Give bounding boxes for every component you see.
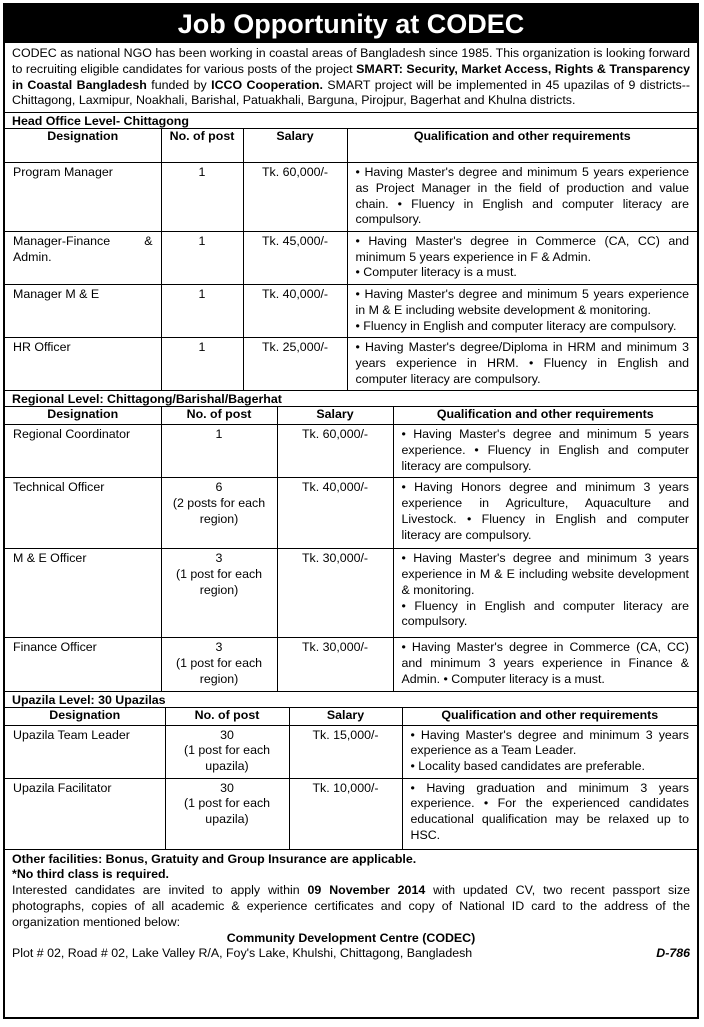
- qualification-cell: [347, 338, 697, 391]
- col-header-posts: No. of post: [161, 407, 277, 425]
- salary-cell: Tk. 40,000/-: [243, 285, 347, 338]
- posts-count: 6: [215, 480, 223, 495]
- salary-cell: Tk. 30,000/-: [277, 549, 393, 638]
- intro-text-1: CODEC as national NGO has been working in coastal areas of Bangladesh since 1985. This organization is looking forward to recruiting eligible candidates for various posts of the project: [12, 46, 690, 76]
- col-header-designation: Designation: [5, 407, 161, 425]
- table-row: [5, 425, 697, 478]
- qualification-cell: [393, 549, 697, 638]
- salary-cell: Tk. 60,000/-: [243, 163, 347, 232]
- posts-cell: [165, 725, 289, 778]
- qualification-line: • Fluency in English and computer literacy are compulsory.: [355, 318, 677, 333]
- qualification-cell: [393, 478, 697, 549]
- job-advertisement: [3, 3, 699, 1019]
- table-row: [5, 549, 697, 638]
- posts-count: 30: [220, 727, 234, 742]
- col-header-salary: Salary: [277, 407, 393, 425]
- qualification-line: • Fluency in English and computer literacy are compulsory.: [401, 598, 689, 629]
- posts-count: 1: [215, 427, 223, 442]
- qualification-cell: [347, 285, 697, 338]
- designation-cell: Technical Officer: [5, 478, 161, 549]
- posts-cell: 1: [161, 232, 243, 285]
- qualification-cell: [393, 425, 697, 478]
- table-row: [5, 725, 697, 778]
- qualification-line: • Having Master's degree/Diploma in HRM and minimum 3 years experience in HRM. • Fluency in English and computer literacy are compulsory.: [355, 340, 689, 386]
- posts-note: (1 post for each region): [175, 567, 263, 597]
- col-header-qualification: Qualification and other requirements: [402, 707, 697, 725]
- col-header-designation: Designation: [5, 129, 161, 163]
- posts-cell: [161, 478, 277, 549]
- application-instructions: [12, 883, 690, 930]
- qualification-cell: [402, 725, 697, 778]
- salary-cell: Tk. 15,000/-: [289, 725, 402, 778]
- designation-cell: HR Officer: [5, 338, 161, 391]
- intro-paragraph: [5, 43, 697, 113]
- qualification-line: • Having Master's degree and minimum 5 years experience as Project Manager in the field of production and value chain. • Fluency in English and computer literacy are compulsory.: [355, 165, 689, 227]
- intro-text-2: funded by: [146, 77, 212, 92]
- posts-cell: [161, 638, 277, 691]
- other-facilities: Other facilities: Bonus, Gratuity and Group Insurance are applicable.: [12, 851, 417, 866]
- organization-name: Community Development Centre (CODEC): [226, 930, 476, 945]
- qualification-cell: [347, 232, 697, 285]
- qualification-cell: [402, 778, 697, 849]
- salary-cell: Tk. 25,000/-: [243, 338, 347, 391]
- col-header-posts: No. of post: [165, 707, 289, 725]
- intro-text-3: SMART project will be implemented in 45 upazilas of 9 districts-- Chittagong, Laxmipur, Noakhali, Barishal, Patuakhali, Barguna, Pirojpur, Bagerhat and Khulna districts.: [12, 77, 691, 108]
- application-deadline: 09 November 2014: [307, 883, 426, 898]
- posts-cell: 1: [161, 163, 243, 232]
- qualification-line: • Locality based candidates are preferable.: [410, 758, 645, 773]
- footer: [5, 850, 697, 963]
- head-office-table: [5, 128, 697, 391]
- table-row: [5, 163, 697, 232]
- qualification-line: • Having graduation and minimum 3 years experience. • For the experienced candidates educational qualification may be relaxed up to HSC.: [410, 780, 689, 842]
- section-heading-upazila: Upazila Level: 30 Upazilas: [12, 692, 166, 707]
- designation-cell: Upazila Facilitator: [5, 778, 165, 849]
- posts-note: (1 post for each upazila): [183, 796, 271, 827]
- apply-text-1: Interested candidates are invited to apply within: [12, 883, 308, 898]
- designation-cell: [5, 232, 161, 285]
- table-row: [5, 232, 697, 285]
- col-header-posts: No. of post: [161, 129, 243, 163]
- table-row: [5, 285, 697, 338]
- qualification-cell: [347, 163, 697, 232]
- qualification-line: • Having Honors degree and minimum 3 years experience in Agriculture, Aquaculture and Livestock. • Fluency in English and computer literacy are compulsory.: [401, 480, 689, 542]
- table-row: [5, 338, 697, 391]
- qualification-line: • Having Master's degree and minimum 5 years experience in M & E including website development & monitoring.: [355, 287, 689, 317]
- table-row: [5, 478, 697, 549]
- qualification-line: • Computer literacy is a must.: [355, 265, 517, 280]
- table-row: [5, 778, 697, 849]
- posts-cell: [161, 549, 277, 638]
- no-third-class-note: *No third class is required.: [12, 867, 169, 882]
- designation-cell: Manager M & E: [5, 285, 161, 338]
- posts-note: (1 post for each region): [175, 656, 263, 686]
- designation-cell: Upazila Team Leader: [5, 725, 165, 778]
- designation-part: &: [144, 234, 153, 248]
- salary-cell: Tk. 60,000/-: [277, 425, 393, 478]
- posts-cell: 1: [161, 285, 243, 338]
- upazila-table: [5, 707, 697, 850]
- designation-cell: Finance Officer: [5, 638, 161, 691]
- posts-note: (1 post for each upazila): [183, 743, 271, 773]
- section-heading-regional: Regional Level: Chittagong/Barishal/Bagerhat: [12, 392, 282, 407]
- page-title: Job Opportunity at CODEC: [5, 5, 697, 43]
- section-heading-head-office: Head Office Level- Chittagong: [12, 114, 189, 129]
- salary-cell: Tk. 45,000/-: [243, 232, 347, 285]
- qualification-line: • Having Master's degree and minimum 3 years experience as a Team Leader.: [410, 727, 689, 758]
- col-header-qualification: Qualification and other requirements: [393, 407, 697, 425]
- col-header-designation: Designation: [5, 707, 165, 725]
- designation-part: Admin.: [13, 249, 52, 264]
- qualification-cell: [393, 638, 697, 691]
- col-header-salary: Salary: [289, 707, 402, 725]
- designation-cell: Regional Coordinator: [5, 425, 161, 478]
- posts-cell: 1: [161, 338, 243, 391]
- project-name: SMART: Security, Market Access, Rights & Transparency in Coastal Bangladesh: [12, 61, 691, 92]
- funder-name: ICCO Cooperation.: [211, 77, 323, 92]
- ad-code: D-786: [656, 946, 690, 961]
- organization-address: Plot # 02, Road # 02, Lake Valley R/A, Foy's Lake, Khulshi, Chittagong, Bangladesh: [12, 946, 473, 961]
- designation-cell: Program Manager: [5, 163, 161, 232]
- salary-cell: Tk. 10,000/-: [289, 778, 402, 849]
- designation-part: Manager-Finance: [13, 234, 111, 248]
- posts-count: 3: [215, 640, 223, 655]
- regional-table: [5, 406, 697, 691]
- col-header-salary: Salary: [243, 129, 347, 163]
- qualification-line: • Having Master's degree in Commerce (CA, CC) and minimum 3 years experience in Finance & Admin. • Computer literacy is a must.: [401, 640, 689, 686]
- posts-count: 3: [215, 551, 223, 566]
- designation-cell: M & E Officer: [5, 549, 161, 638]
- qualification-line: • Having Master's degree in Commerce (CA, CC) and minimum 5 years experience in F & Admin.: [355, 234, 689, 264]
- salary-cell: Tk. 40,000/-: [277, 478, 393, 549]
- address-row: [12, 946, 690, 962]
- apply-text-2: with updated CV, two recent passport size photographs, copies of all academic & experience certificates and copy of National ID card to the address of the organization mentioned below:: [12, 883, 690, 929]
- salary-cell: Tk. 30,000/-: [277, 638, 393, 691]
- posts-cell: [161, 425, 277, 478]
- col-header-qualification: Qualification and other requirements: [347, 129, 697, 163]
- posts-note: (2 posts for each region): [172, 496, 266, 526]
- posts-cell: [165, 778, 289, 849]
- qualification-line: • Having Master's degree and minimum 3 years experience in M & E including website development & monitoring.: [401, 551, 689, 597]
- posts-count: 30: [220, 780, 234, 795]
- qualification-line: • Having Master's degree and minimum 5 years experience. • Fluency in English and computer literacy are compulsory.: [401, 427, 689, 473]
- table-row: [5, 638, 697, 691]
